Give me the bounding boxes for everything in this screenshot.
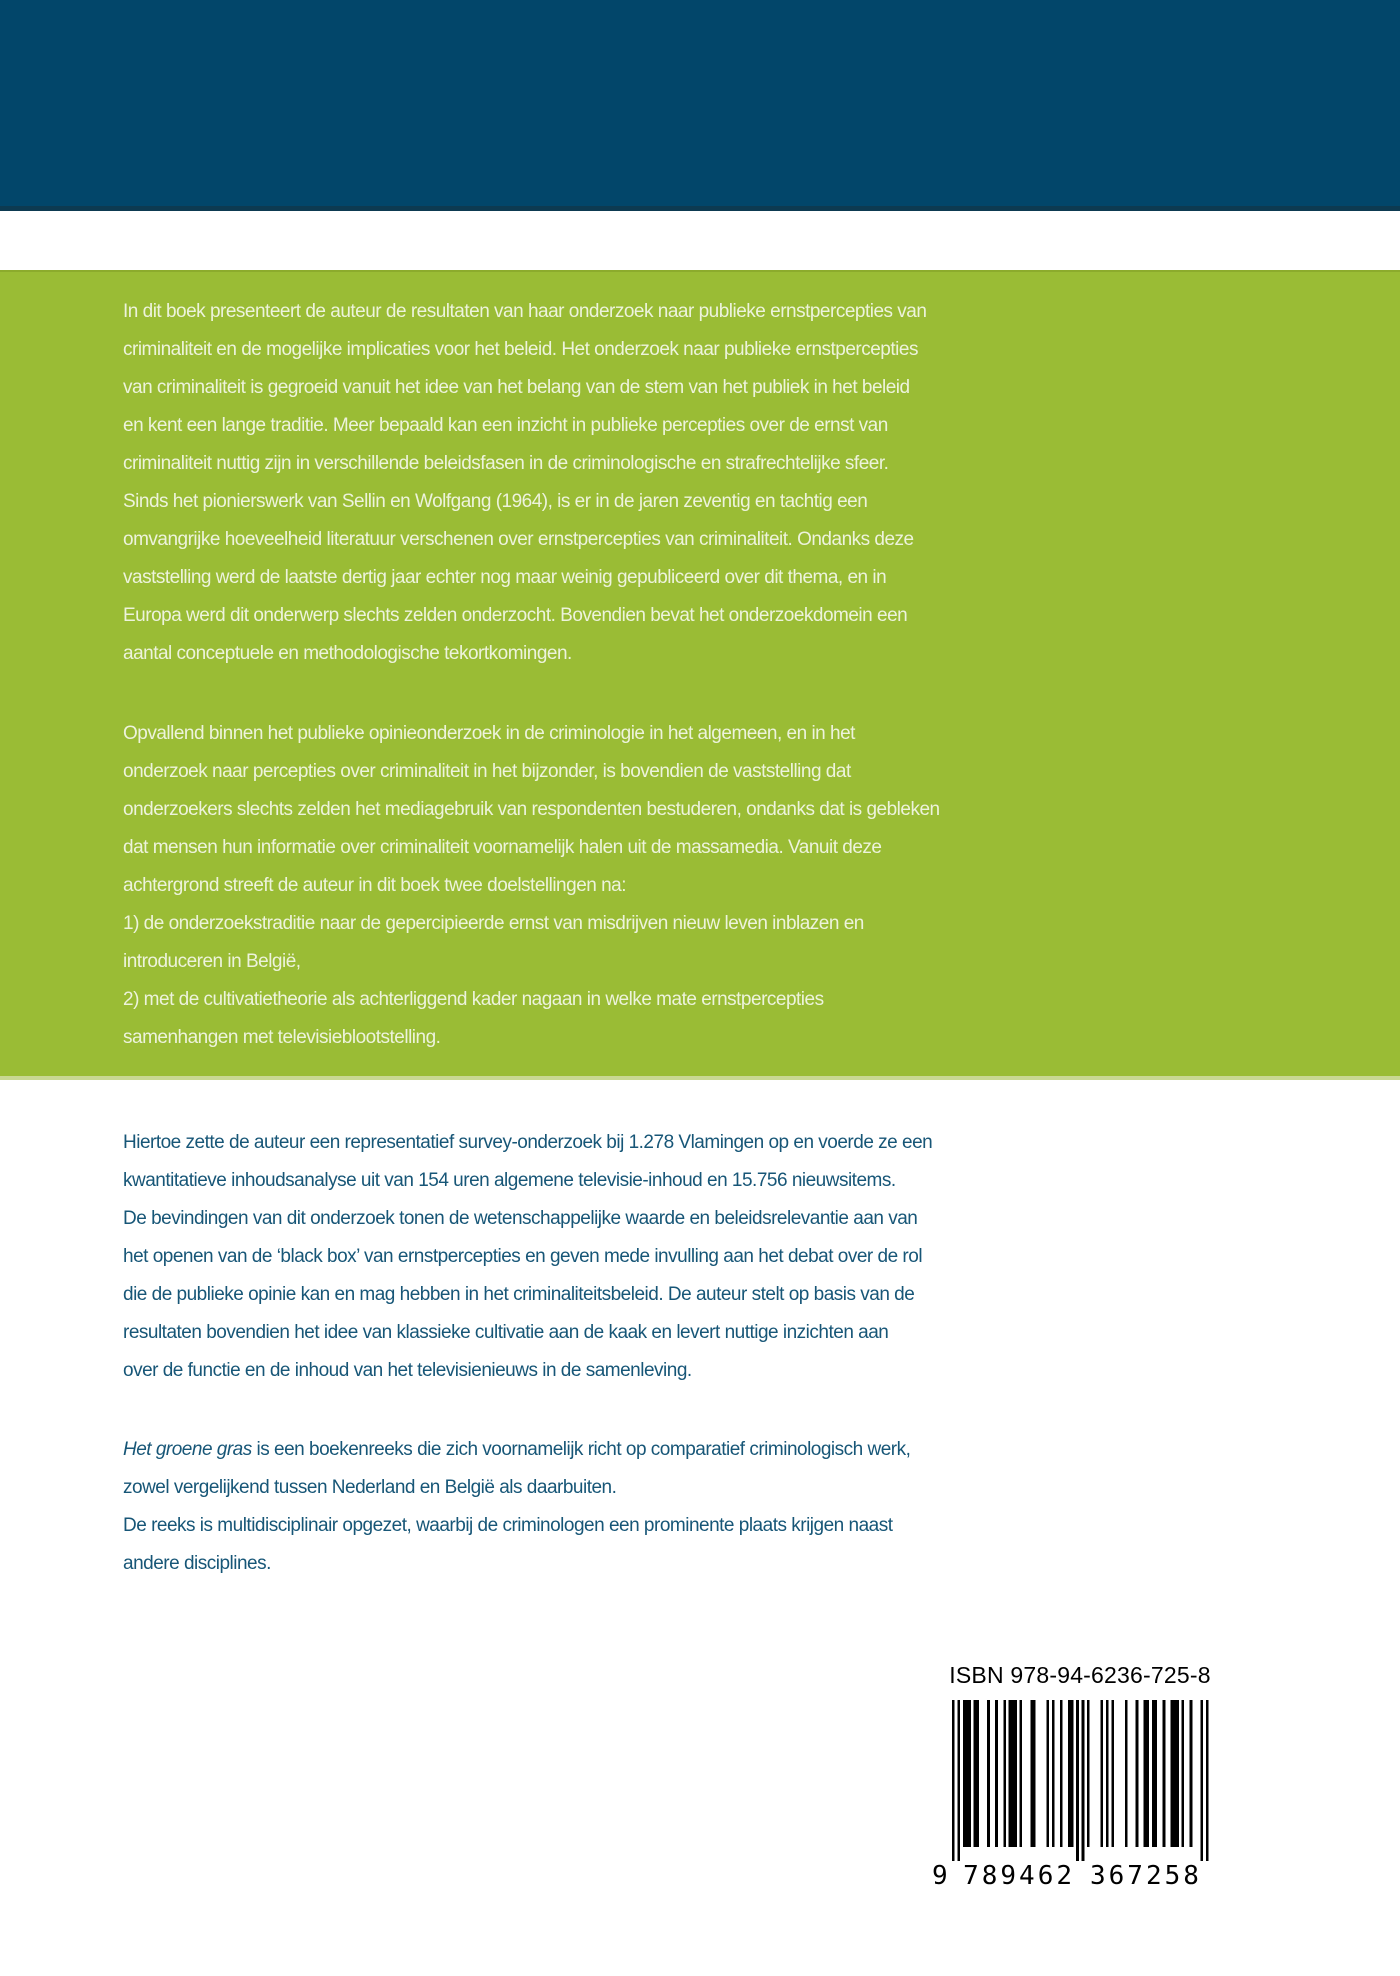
barcode-bar — [1144, 1700, 1149, 1847]
barcode-bar — [1020, 1700, 1023, 1847]
barcode-bar — [963, 1700, 971, 1847]
blurb-paragraph-2: Opvallend binnen het publieke opinieonderzoek in de criminologie in het algemeen, en in het onderzoek naar percepties over criminaliteit in het bijzonder, is bovendien de vaststelling dat onderzoekers slechts zelden het mediagebruik van respondenten bestuderen, ondanks dat is gebleken dat mensen hun informatie over criminaliteit voornamelijk halen uit de massamedia. Vanuit deze achtergrond streeft de auteur in dit boek twee doelstellingen na: 1) de onderzoekstraditie naar de gepercipieerde ernst van misdrijven nieuw leven inblazen en introduceren in België, 2) met de cultivatietheorie als achterliggend kader nagaan in welke mate ernstpercepties samenhangen met televisieblootstelling. — [123, 723, 940, 1048]
blurb-paragraph-3: Hiertoe zette de auteur een representatief survey-onderzoek bij 1.278 Vlamingen op en voerde ze een kwantitatieve inhoudsanalyse uit van 154 uren algemene televisie-inhoud en 15.756 nieuwsitems. De bevindingen van dit onderzoek tonen de wetenschappelijke waarde en beleidsrelevantie aan van het openen van de ‘black box’ van ernstpercepties en geven mede invulling aan het debat over de rol die de publieke opinie kan en mag hebben in het criminaliteitsbeleid. De auteur stelt op basis van de resultaten bovendien het idee van klassieke cultivatie aan de kaak en levert nuttige inzichten aan over de functie en de inhoud van het televisienieuws in de samenleving. — [123, 1132, 933, 1381]
barcode-bar — [952, 1700, 955, 1861]
barcode-bar — [1163, 1700, 1166, 1847]
barcode-bar — [987, 1700, 990, 1847]
barcode-bar — [957, 1700, 960, 1861]
barcode-digit-group: 367258 — [1090, 1861, 1202, 1891]
series-title: Het groene gras — [123, 1439, 252, 1460]
isbn-barcode-block — [930, 1662, 1230, 1892]
barcode-bar — [1052, 1700, 1055, 1847]
isbn-label: ISBN 978-94-6236-725-8 — [949, 1662, 1211, 1688]
barcode-bar — [1068, 1700, 1073, 1847]
barcode-bar — [1003, 1700, 1006, 1847]
barcode-bar — [1087, 1700, 1090, 1847]
barcode-bar — [1206, 1700, 1209, 1861]
green-blurb-band — [0, 270, 1400, 1080]
barcode-digit-group: 789462 — [963, 1861, 1076, 1891]
series-text: is een boekenreeks die zich voornamelijk richt op comparatief criminologisch werk, zowel vergelijkend tussen Nederland en België als daarbuiten. De reeks is multidisciplinair opgezet, waarbij de criminologen een prominente plaats krijgen naast andere disciplines. — [123, 1439, 911, 1574]
barcode-bar — [974, 1700, 979, 1847]
barcode-digit-group: 9 — [932, 1861, 951, 1891]
barcode-bar — [1030, 1700, 1035, 1847]
barcode-bar — [1190, 1700, 1193, 1847]
barcode-bar — [1136, 1700, 1139, 1847]
barcode-bar — [1171, 1700, 1179, 1847]
barcode-bar — [1125, 1700, 1128, 1847]
barcode-bar — [1106, 1700, 1109, 1847]
barcode-bar — [1047, 1700, 1050, 1847]
barcode-bar — [1082, 1700, 1085, 1861]
barcode-bar — [1101, 1700, 1104, 1847]
series-paragraph — [123, 1431, 1053, 1583]
barcode-bar — [1076, 1700, 1079, 1861]
barcode-bar — [1182, 1700, 1185, 1847]
barcode-bar — [1200, 1700, 1203, 1861]
barcode-bar — [1152, 1700, 1157, 1847]
barcode-bar — [1111, 1700, 1114, 1847]
ean13-barcode — [930, 1698, 1230, 1892]
barcode-bar — [1009, 1700, 1017, 1847]
barcode-bar — [995, 1700, 998, 1847]
barcode-bar — [1060, 1700, 1063, 1847]
blurb-paragraph-1: In dit boek presenteert de auteur de resultaten van haar onderzoek naar publieke ernstpercepties van criminaliteit en de mogelijke implicaties voor het beleid. Het onderzoek naar publieke ernstpercepties van criminaliteit is gegroeid vanuit het idee van het belang van de stem van het publiek in het beleid en kent een lange traditie. Meer bepaald kan een inzicht in publieke percepties over de ernst van criminaliteit nuttig zijn in verschillende beleidsfasen in de criminologische en strafrechtelijke sfeer. Sinds het pionierswerk van Sellin en Wolfgang (1964), is er in de jaren zeventig en tachtig een omvangrijke hoeveelheid literatuur verschenen over ernstpercepties van criminaliteit. Ondanks deze vaststelling werd de laatste dertig jaar echter nog maar weinig gepubliceerd over dit thema, en in Europa werd dit onderwerp slechts zelden onderzocht. Bovendien bevat het onderzoekdomein een aantal conceptuele en methodologische tekortkomingen. — [123, 301, 927, 664]
top-color-band — [0, 0, 1400, 211]
